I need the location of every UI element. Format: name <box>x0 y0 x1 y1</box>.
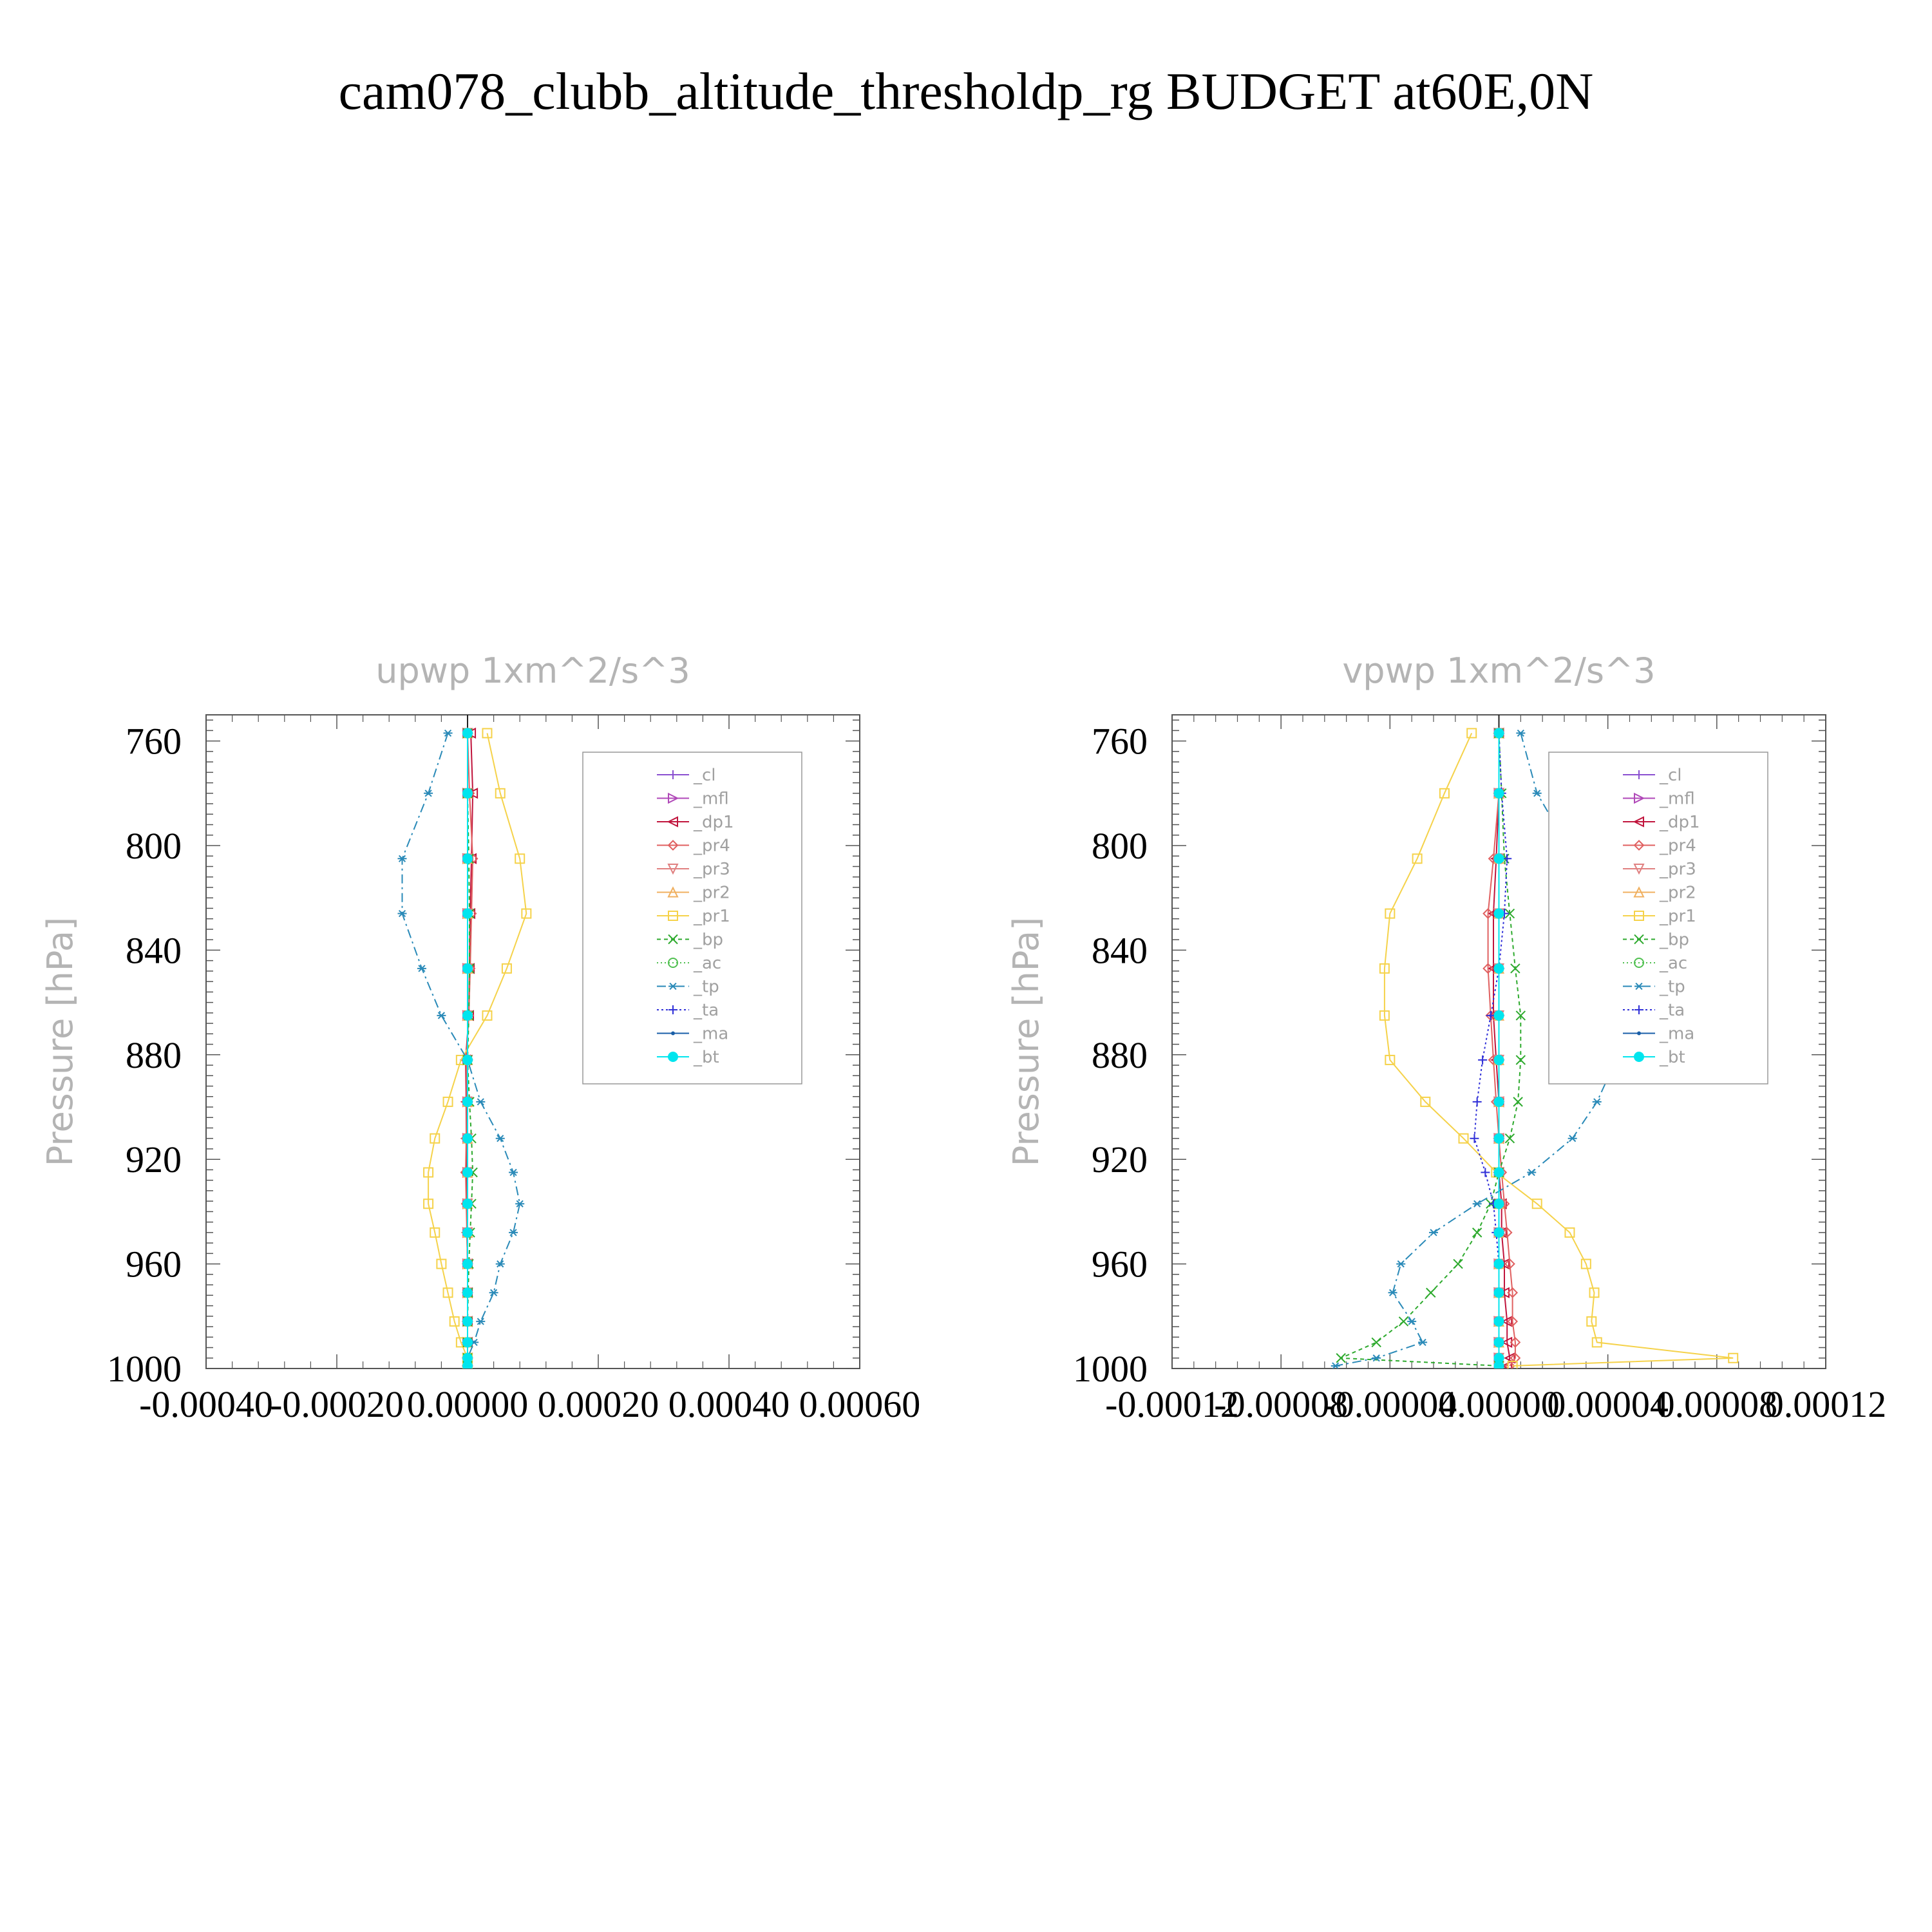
y-tick-label: 880 <box>126 1034 182 1076</box>
series-marker <box>462 963 473 974</box>
legend-label: _bt <box>694 1048 719 1067</box>
series-marker <box>1494 1259 1504 1269</box>
legend-label: _mfl <box>694 789 729 809</box>
y-tick-label: 800 <box>126 825 182 867</box>
legend-label: _pr3 <box>694 860 730 879</box>
legend-label: _ac <box>1660 954 1688 973</box>
series-marker <box>1454 1260 1463 1269</box>
series-marker <box>1513 1097 1522 1106</box>
series-marker <box>1494 1316 1504 1327</box>
series-marker <box>462 1227 473 1238</box>
legend-label: _pr2 <box>1660 883 1696 903</box>
legend-label: _cl <box>1660 766 1682 785</box>
series-marker <box>1494 1168 1504 1178</box>
x-tick-label: -0.00012 <box>1105 1383 1239 1425</box>
legend-label: _pr1 <box>1660 907 1696 926</box>
legend-label: _pr4 <box>1660 836 1696 856</box>
series-marker <box>1593 1099 1602 1105</box>
x-tick-label: 0.00012 <box>1765 1383 1887 1425</box>
series-line <box>1488 733 1515 1365</box>
series-marker <box>1478 1056 1487 1065</box>
x-tick-label: 0.00000 <box>1438 1383 1560 1425</box>
legend-box <box>583 752 802 1084</box>
panel-title: upwp 1xm^2/s^3 <box>375 650 690 691</box>
series-line <box>402 733 520 1365</box>
legend-label: _tp <box>1660 977 1685 997</box>
legend-label: _ma <box>1660 1024 1695 1044</box>
legend <box>583 752 802 1084</box>
plot-area <box>398 715 531 1371</box>
series-marker <box>462 853 473 864</box>
x-tick-label: 0.00040 <box>668 1383 790 1425</box>
series-marker <box>1494 728 1504 738</box>
panel-title: vpwp 1xm^2/s^3 <box>1342 650 1656 691</box>
series-marker <box>1511 964 1520 973</box>
series-marker <box>1372 1338 1381 1347</box>
series-bp <box>463 728 477 1370</box>
y-tick-label: 760 <box>1092 720 1148 762</box>
series-marker <box>462 1010 473 1021</box>
legend <box>1549 752 1768 1084</box>
series-marker <box>462 1097 473 1107</box>
legend-label: _pr4 <box>694 836 730 856</box>
x-tick-label: 0.00020 <box>537 1383 659 1425</box>
y-tick-label: 800 <box>1092 825 1148 867</box>
series-marker <box>462 1133 473 1144</box>
series-marker <box>1494 1287 1504 1298</box>
series-marker <box>1494 1198 1504 1209</box>
series-marker <box>462 1055 473 1065</box>
legend-label: _ta <box>1660 1001 1685 1020</box>
legend-label: _mfl <box>1660 789 1695 809</box>
legend-label: _ac <box>694 954 722 973</box>
series-line <box>1341 733 1520 1365</box>
series-marker <box>1494 963 1504 974</box>
series-marker <box>1568 1135 1577 1142</box>
y-tick-label: 760 <box>126 720 182 762</box>
series-marker <box>1516 1056 1525 1065</box>
y-tick-label: 920 <box>1092 1139 1148 1181</box>
series-marker <box>462 909 473 919</box>
series-marker <box>1505 1134 1514 1143</box>
x-tick-label: -0.00008 <box>1214 1383 1349 1425</box>
series-marker <box>1494 1337 1504 1347</box>
series-marker <box>1494 1010 1504 1021</box>
series-tp <box>398 730 525 1369</box>
series-marker <box>462 1198 473 1209</box>
series-marker <box>417 965 426 972</box>
y-tick-label: 960 <box>1092 1243 1148 1285</box>
series-marker <box>462 1316 473 1327</box>
legend-label: _ta <box>694 1001 719 1020</box>
series-marker <box>462 1287 473 1298</box>
figure-title: cam078_clubb_altitude_thresholdp_rg BUDGET at60E,0N <box>338 62 1594 120</box>
series-marker <box>424 790 433 797</box>
series-marker <box>1473 1097 1482 1106</box>
series-marker <box>1399 1317 1408 1326</box>
legend-marker <box>668 1052 678 1062</box>
series-marker <box>1494 909 1504 919</box>
legend-label: _bp <box>694 930 724 950</box>
y-tick-label: 840 <box>1092 929 1148 972</box>
legend-label: _pr1 <box>694 907 730 926</box>
series-marker <box>476 1099 485 1105</box>
series-marker <box>1494 1227 1504 1238</box>
legend-label: _bt <box>1660 1048 1685 1067</box>
y-tick-label: 1000 <box>1073 1348 1148 1390</box>
series-marker <box>1336 1354 1345 1363</box>
series-marker <box>496 1135 505 1142</box>
series-marker <box>462 1361 473 1371</box>
series-pr4 <box>1484 728 1520 1370</box>
series-marker <box>1470 1134 1479 1143</box>
y-tick-label: 880 <box>1092 1034 1148 1076</box>
y-tick-label: 920 <box>126 1139 182 1181</box>
series-marker <box>462 1168 473 1178</box>
x-tick-label: 0.00004 <box>1547 1383 1669 1425</box>
series-line <box>428 733 526 1365</box>
series-marker <box>1396 1261 1405 1267</box>
series-marker <box>1494 1361 1504 1371</box>
series-marker <box>1494 788 1504 799</box>
x-tick-label: -0.00040 <box>139 1383 273 1425</box>
x-tick-label: 0.00060 <box>799 1383 921 1425</box>
x-tick-label: 0.00008 <box>1656 1383 1778 1425</box>
series-marker <box>1426 1288 1435 1297</box>
x-tick-label: -0.00004 <box>1323 1383 1457 1425</box>
vpwp-panel <box>966 0 1932 1932</box>
series-marker <box>444 730 453 737</box>
legend-label: _pr3 <box>1660 860 1696 879</box>
series-marker <box>1473 1228 1482 1237</box>
series-marker <box>1407 1318 1416 1325</box>
series-marker <box>1494 1055 1504 1065</box>
y-tick-label: 1000 <box>107 1348 182 1390</box>
legend-label: _ma <box>694 1024 729 1044</box>
series-marker <box>1418 1340 1427 1346</box>
legend-box <box>1549 752 1768 1084</box>
series-marker <box>1494 853 1504 864</box>
legend-label: _tp <box>694 977 719 997</box>
legend-marker <box>671 1032 675 1036</box>
series-marker <box>462 1337 473 1347</box>
series-marker <box>462 788 473 799</box>
x-tick-label: -0.00020 <box>270 1383 404 1425</box>
series-marker <box>489 1289 498 1296</box>
y-axis-label: Pressure [hPa] <box>1006 916 1046 1167</box>
y-axis-label: Pressure [hPa] <box>40 916 80 1167</box>
series-pr1 <box>424 728 531 1370</box>
series-marker <box>462 1259 473 1269</box>
series-marker <box>398 911 407 917</box>
y-tick-label: 960 <box>126 1243 182 1285</box>
series-marker <box>462 728 473 738</box>
series-marker <box>437 1012 446 1019</box>
y-tick-label: 840 <box>126 929 182 972</box>
series-marker <box>476 1318 485 1325</box>
series-ta <box>1470 728 1511 1370</box>
legend-marker <box>1634 1052 1644 1062</box>
legend-marker <box>1637 1032 1641 1036</box>
legend-label: _bp <box>1660 930 1690 950</box>
series-marker <box>1494 1133 1504 1144</box>
series-marker <box>1481 1168 1490 1177</box>
x-tick-label: 0.00000 <box>406 1383 529 1425</box>
series-line <box>1474 733 1507 1365</box>
legend-label: _dp1 <box>694 813 734 832</box>
legend-label: _dp1 <box>1660 813 1700 832</box>
legend-label: _pr2 <box>694 883 730 903</box>
series-marker <box>1494 1097 1504 1107</box>
legend-label: _cl <box>694 766 716 785</box>
